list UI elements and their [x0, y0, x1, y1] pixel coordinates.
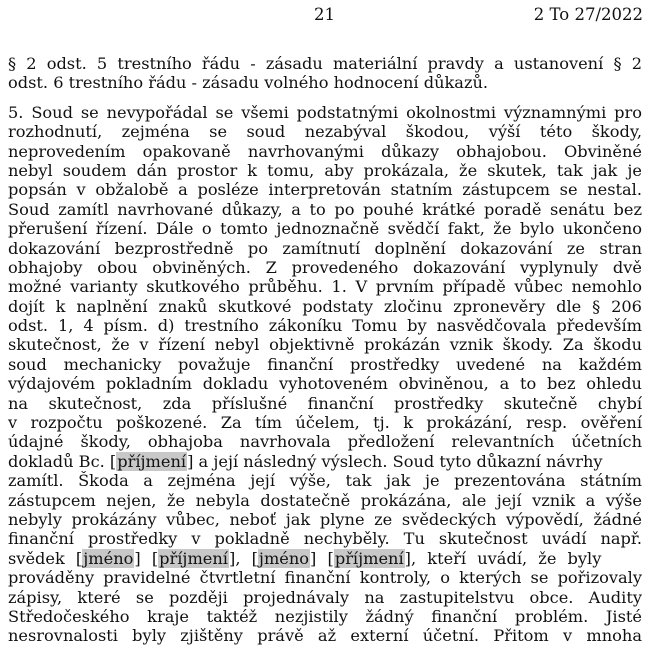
text-line: prováděny pravidelné čtvrtletní finanční kontroly, o kterých se pořizovaly	[8, 568, 642, 588]
text-line: 5. Soud se nevypořádal se všemi podstatnými okolnostmi významnými pro	[8, 102, 642, 122]
text-line: nesrovnalosti byly zjištěny právě až externí účetní. Přitom v mnoha	[8, 626, 642, 646]
redaction-surname: příjmení	[334, 548, 404, 568]
text-fragment: ], kteří uvádí, že byly	[404, 548, 602, 568]
text-line: dojít k naplnění znaků skutkové podstaty zločinu zpronevěry dle § 206	[8, 296, 642, 316]
page-number: 21	[314, 5, 335, 24]
text-fragment: ] a její následný výslech. Soud tyto důkazní návrhy	[187, 451, 603, 471]
text-line: přerušení řízení. Dále o tomto jednoznačně svědčí fakt, že bylo ukončeno	[8, 219, 642, 239]
text-line: Středočeského kraje taktéž nezjistily žádný finanční problém. Jisté	[8, 606, 642, 626]
text-line	[8, 549, 642, 568]
text-line: na skutečnost, zda příslušné finanční prostředky skutečně chybí	[8, 393, 642, 413]
text-line: možné varianty skutkového průběhu. 1. V prvním případě vůbec nemohlo	[8, 277, 642, 297]
text-line: zástupcem nejen, že nebyla dostatečně prokázána, ale její vznik a výše	[8, 490, 642, 510]
text-line: neprovedením opakovaně navrhovanými důkazy obhajobou. Obviněné	[8, 141, 642, 161]
text-line: skutečnost, že v řízení nebyl objektivně prokázán vznik škody. Za škodu	[8, 335, 642, 355]
redaction-surname: příjmení	[159, 548, 228, 568]
text-line: nebyl soudem dán prostor k tomu, aby prokázala, že skutek, tak jak je	[8, 160, 642, 180]
text-line: obhajoby obou obviněných. Z provedeného dokazování vyplynuly dvě	[8, 257, 642, 277]
document-body	[8, 54, 642, 646]
text-fragment: dokladů Bc. [	[8, 451, 117, 471]
text-fragment: ], [	[229, 548, 258, 568]
text-line: soud mechanicky považuje finanční prostředky uvedené na každém	[8, 354, 642, 374]
redaction-surname: příjmení	[117, 451, 187, 471]
text-line: rozhodnutí, zejména se soud nezabýval škodou, výší této škody,	[8, 122, 642, 142]
text-fragment	[8, 452, 603, 471]
redaction-first-name: jméno	[258, 548, 310, 568]
case-number: 2 To 27/2022	[533, 5, 643, 24]
text-fragment: svědek [	[8, 548, 83, 568]
text-line: nebyly prokázány vůbec, neboť jak plyne ze svědeckých výpovědí, žádné	[8, 509, 642, 529]
text-fragment: ] [	[310, 548, 334, 568]
text-line: odst. 6 trestního řádu - zásadu volného hodnocení důkazů.	[8, 73, 489, 93]
text-line: zamítl. Škoda a zejména její výše, tak jak je prezentována státním	[8, 471, 642, 491]
text-line: Soud zamítl navrhované důkazy, a to po pouhé krátké poradě senátu bez	[8, 199, 642, 219]
text-line: odst. 1, 4 písm. d) trestního zákoníku Tomu by nasvědčovala především	[8, 316, 642, 336]
text-line: § 2 odst. 5 trestního řádu - zásadu materiální pravdy a ustanovení § 2	[8, 54, 642, 73]
text-fragment: ] [	[134, 548, 159, 568]
text-line: údajné škody, obhajoba navrhovala předložení relevantních účetních	[8, 432, 642, 452]
text-line: výdajovém pokladním dokladu vyhotoveném obviněnou, a to bez ohledu	[8, 374, 642, 394]
text-line: zápisy, které se později projednávaly na zastupitelstvu obce. Audity	[8, 587, 642, 607]
redaction-first-name: jméno	[83, 548, 134, 568]
text-line: finanční prostředky v pokladně nechyběly. Tu skutečnost uvádí např.	[8, 529, 642, 549]
text-line: dokazování bezprostředně po zamítnutí doplnění dokazování ze stran	[8, 238, 642, 258]
text-line	[8, 452, 642, 471]
text-line: popsán v obžalobě a posléze interpretován statním zástupcem se nestal.	[8, 180, 642, 200]
text-line: v rozpočtu poškozené. Za tím účelem, tj. k prokázání, resp. ověření	[8, 413, 642, 433]
